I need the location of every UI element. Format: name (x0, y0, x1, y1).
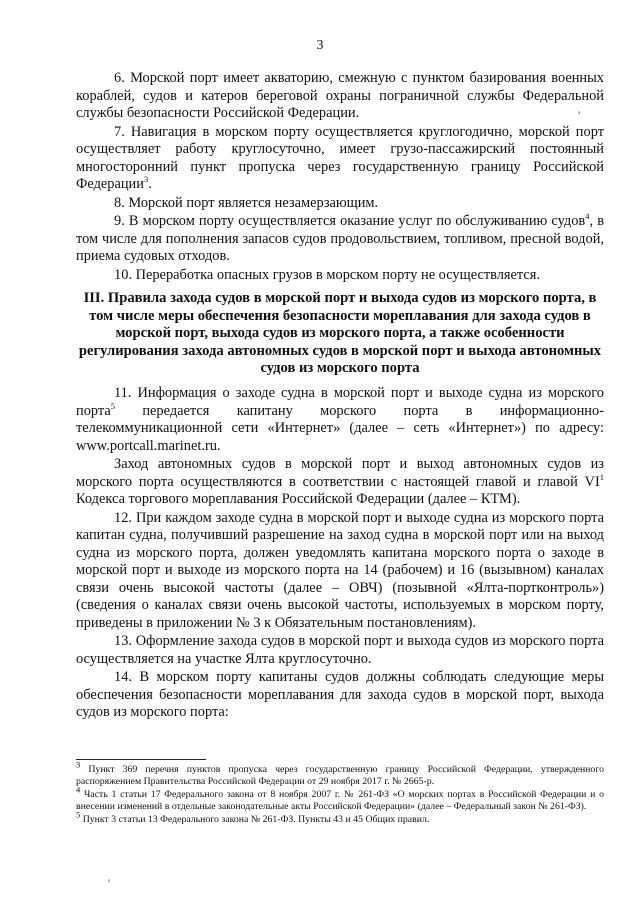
paragraph-11-autonomous: Заход автономных судов в морской порт и выход автономных судов из морского порта осуществляются в соответствии с настоящей главой и главой $VI^1$ Кодекса торгового мореплавания Российской Федерации (далее – КТМ). (76, 456, 604, 507)
footnote-3: $^3$ Пункт 369 перечня пунктов пропуска через государственную границу Российской Федерации, утвержденного распоряжением Правительства Российской Федерации от 29 ноября 2017 г. № 2665-р. (76, 759, 604, 788)
chapter-heading: III. Правила захода судов в морской порт и выхода судов из морского порта, в том числе меры обеспечения безопасности мореплавания для захода судов в морской порт, выхода судов из морского порта, а также особенности регулирования захода автономных судов в морской порт и выхода автономных судов из морского порта (78, 290, 602, 376)
footnote-separator (76, 759, 206, 760)
paragraph-7: 7. Навигация в морском порту осуществляется круглогодично, морской порт осуществляет работу круглосуточно, имеет грузо-пассажирский постоянный многосторонний пункт пропуска через государственную границу Российской Федерации$^3$. (76, 123, 604, 192)
paragraph-14: 14. В морском порту капитаны судов должны соблюдать следующие меры обеспечения безопасности мореплавания для захода судов в морской порт, выхода судов из морского порта: (76, 669, 604, 720)
paragraph-9: 9. В морском порту осуществляется оказание услуг по обслуживанию судов$^4$, в том числе для пополнения запасов судов продовольствием, топливом, пресной водой, приема судовых отходов. (76, 211, 604, 264)
footnotes (76, 759, 604, 826)
paragraph-11: 11. Информация о заходе судна в морской порт и выходе судна из морского порта$^5$ передается капитану морского порта в информационно-телекоммуникационной сети «Интернет» (далее – сеть «Интернет») по адресу: www.portcall.marinet.ru. (76, 385, 604, 454)
footnote-ref-5[interactable]: 5 (110, 400, 116, 411)
scan-mark: ' (578, 108, 581, 122)
scan-mark-bottom: ' (108, 876, 111, 890)
section-ports-general (76, 70, 604, 285)
paragraph-6: 6. Морской порт имеет акваторию, смежную с пунктом базирования военных кораблей, судов и катеров береговой охраны пограничной службы Федеральной службы безопасности Российской Федерации. (76, 70, 604, 121)
paragraph-10: 10. Переработка опасных грузов в морском порту не осуществляется. (114, 266, 540, 283)
footnote-ref-3[interactable]: 3 (143, 174, 149, 185)
paragraph-13: 13. Оформление захода судов в морской порт и выхода судов из морского порта осуществляется на участке Ялта круглосуточно. (76, 633, 604, 667)
footnote-4: $^4$ Часть 1 статьи 17 Федерального закона от 8 ноября 2007 г. № 261-ФЗ «О морских портах в Российской Федерации и о внесении изменений в отдельные законодательные акты Российской Федерации» (далее – Федеральный закон № 261-ФЗ). (76, 784, 604, 813)
paragraph-12: 12. При каждом заходе судна в морской порт и выходе судна из морского порта капитан судна, получивший разрешение на заход судна в морской порт или на выход судна из морского порта, должен уведомлять капитана морского порта о заходе в морской порт и выходе из морского порта на 14 (рабочем) и 16 (вызывном) каналах связи очень высокой частоты (далее – ОВЧ) (позывной «Ялта-портконтроль») (сведения о каналах связи очень высокой частоты, используемых в морском порту, приведены в приложении № 3 к Обязательным постановлениям). (76, 509, 604, 631)
chapter-superscript: 1 (599, 471, 604, 482)
footnote-5: $^5$ Пункт 3 статьи 13 Федерального закона № 261-ФЗ. Пункты 43 и 45 Общих правил. (76, 809, 430, 825)
section-port-rules (76, 385, 604, 723)
paragraph-8: 8. Морской порт является незамерзающим. (114, 194, 379, 211)
footnote-ref-4[interactable]: 4 (585, 211, 590, 222)
page-number: 3 (316, 38, 324, 53)
